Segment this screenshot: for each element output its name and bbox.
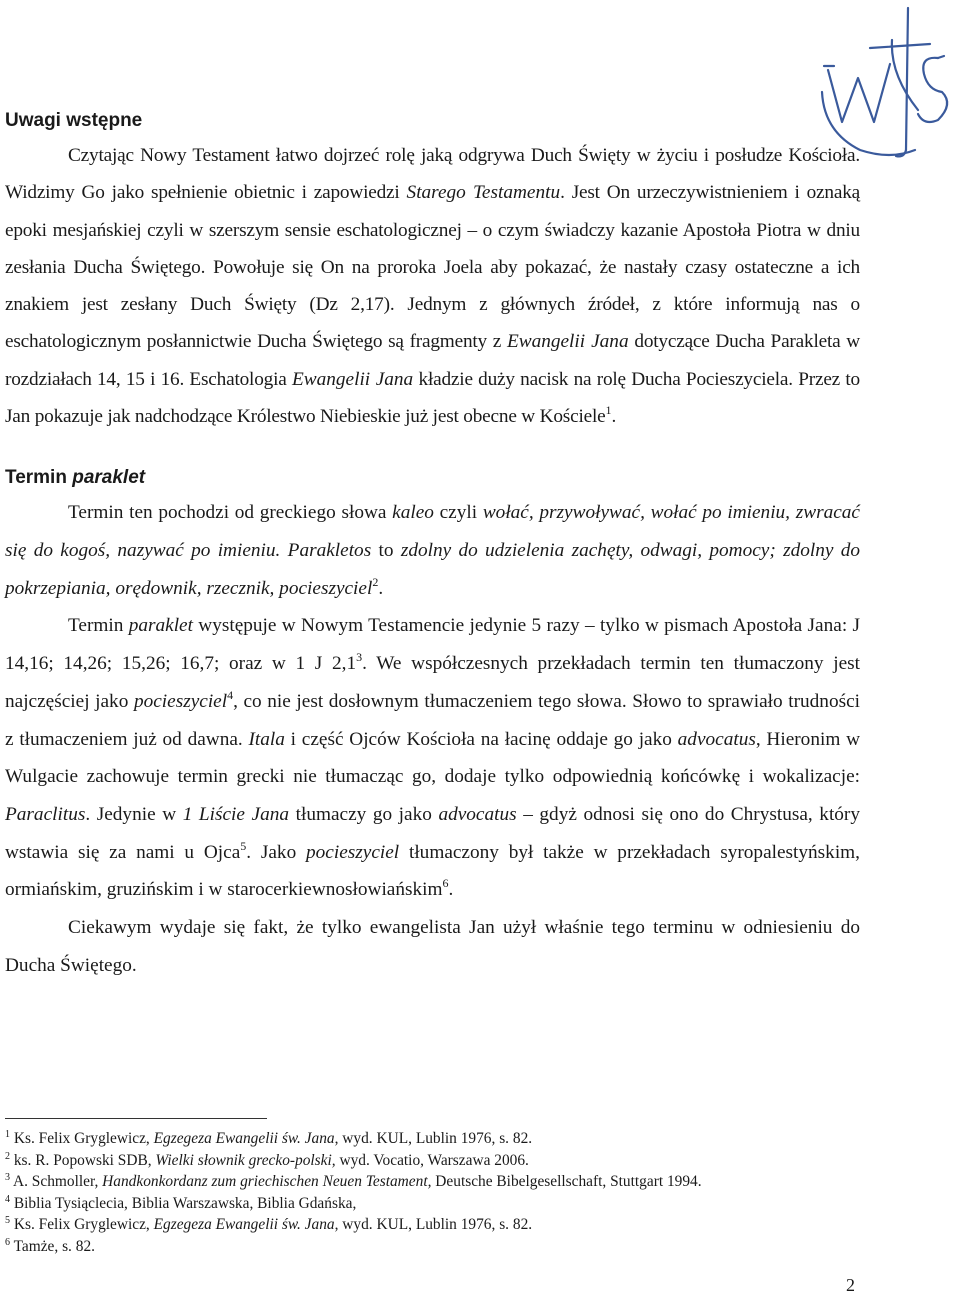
document-body: [5, 104, 860, 985]
footnote-1: $^1$ Ks. Felix Gryglewicz, Egzegeza Ewangelii św. Jana, wyd. KUL, Lublin 1976, s. 82.: [5, 1129, 533, 1147]
footnote-5: $^5$ Ks. Felix Gryglewicz, Egzegeza Ewangelii św. Jana, wyd. KUL, Lublin 1976, s. 82.: [5, 1215, 533, 1233]
footnote-ref-4[interactable]: 4: [227, 687, 234, 702]
logo-letters: wst: [890, 100, 892, 101]
section-heading-intro: Uwagi wstępne: [5, 110, 143, 131]
footnote-2: $^2$ ks. R. Popowski SDB, Wielki słownik grecko-polski, wyd. Vocatio, Warszawa 2006.: [5, 1150, 529, 1169]
footnote-divider: [5, 1118, 267, 1119]
footnote-ref-1[interactable]: 1: [605, 403, 612, 418]
footnote-3: $^3$ A. Schmoller, Handkonkordanz zum griechischen Neuen Testament, Deutsche Bibelgesellschaft, Stuttgart 1994.: [5, 1172, 702, 1190]
footnote-ref-6[interactable]: 6: [442, 876, 449, 891]
footnotes: [5, 1128, 905, 1257]
footnote-ref-3[interactable]: 3: [356, 650, 363, 665]
paraklet-paragraph-2: Termin paraklet występuje w Nowym Testamencie jedynie 5 razy – tylko w pismach Apostoła Jana: J 14,16; 14,26; 15,26; 16,7; oraz w 1 J $2,1^3$. We współczesnych przekładach termin ten tłumaczony jest najczęściej jako pocieszyciel$^4$, co nie jest dosłownym tłumaczeniem tego słowa. Słowo to sprawiało trudności z tłumaczeniem już od dawna. Itala i część Ojców Kościoła na łacinę oddaje go jako advocatus, Hieronim w Wulgacie zachowuje termin grecki nie tłumacząc go, dodaje tylko odpowiednią końcówkę i wokalizacje: Paraclitus. Jedynie w 1 Liście Jana tłumaczy go jako advocatus – gdyż odnosi się ono do Chrystusa, który wstawia się za nami u Ojca$^5$. Jako pocieszyciel tłumaczony był także w przekładach syropalestyńskim, ormiańskim, gruzińskim i w starocerkiewnosłowiańskim$^6$.: [5, 615, 861, 901]
intro-paragraph: Czytając Nowy Testament łatwo dojrzeć rolę jaką odgrywa Duch Święty w życiu i posłudze Kościoła. Widzimy Go jako spełnienie obietnic i zapowiedzi Starego Testamentu. Jest On urzeczywistnieniem i oznaką epoki mesjańskiej czyli w szerszym sensie eschatologicznej – o czym świadczy kazanie Apostoła Piotra w dniu zesłania Ducha Świętego. Powołuje się On na proroka Joela aby pokazać, że nastały czasy ostateczne a ich znakiem jest zesłany Duch Święty (Dz 2,17). Jednym z głównych źródeł, z które informują nas o eschatologicznym posłannictwie Ducha Świętego są fragmenty z Ewangelii Jana dotyczące Ducha Parakleta w rozdziałach 14, 15 i 16. Eschatologia Ewangelii Jana kładzie duży nacisk na rolę Ducha Pocieszyciela. Przez to Jan pokazuje jak nadchodzące Królestwo Niebieskie już jest obecne w Kościele$^1$.: [5, 145, 861, 428]
footnote-ref-2[interactable]: 2: [372, 574, 379, 589]
footnote-6: $^6$ Tamże, s. 82.: [5, 1236, 95, 1255]
page-number: 2: [846, 1275, 855, 1295]
paraklet-paragraph-3: Ciekawym wydaje się fakt, że tylko ewangelista Jan użył właśnie tego terminu w odniesieniu do Ducha Świętego.: [5, 917, 860, 976]
paraklet-paragraph-1: Termin ten pochodzi od greckiego słowa kaleo czyli wołać, przywoływać, wołać po imieniu, zwracać się do kogoś, nazywać po imieniu. Parakletos to zdolny do udzielenia zachęty, odwagi, pomocy; zdolny do pokrzepiania, orędownik, rzecznik, pocieszyciel$^2$.: [5, 502, 860, 599]
footnote-ref-5[interactable]: 5: [240, 838, 247, 853]
section-heading-paraklet: Termin paraklet: [5, 467, 146, 489]
footnote-4: $^4$ Biblia Tysiąclecia, Biblia Warszawska, Biblia Gdańska,: [5, 1193, 357, 1212]
